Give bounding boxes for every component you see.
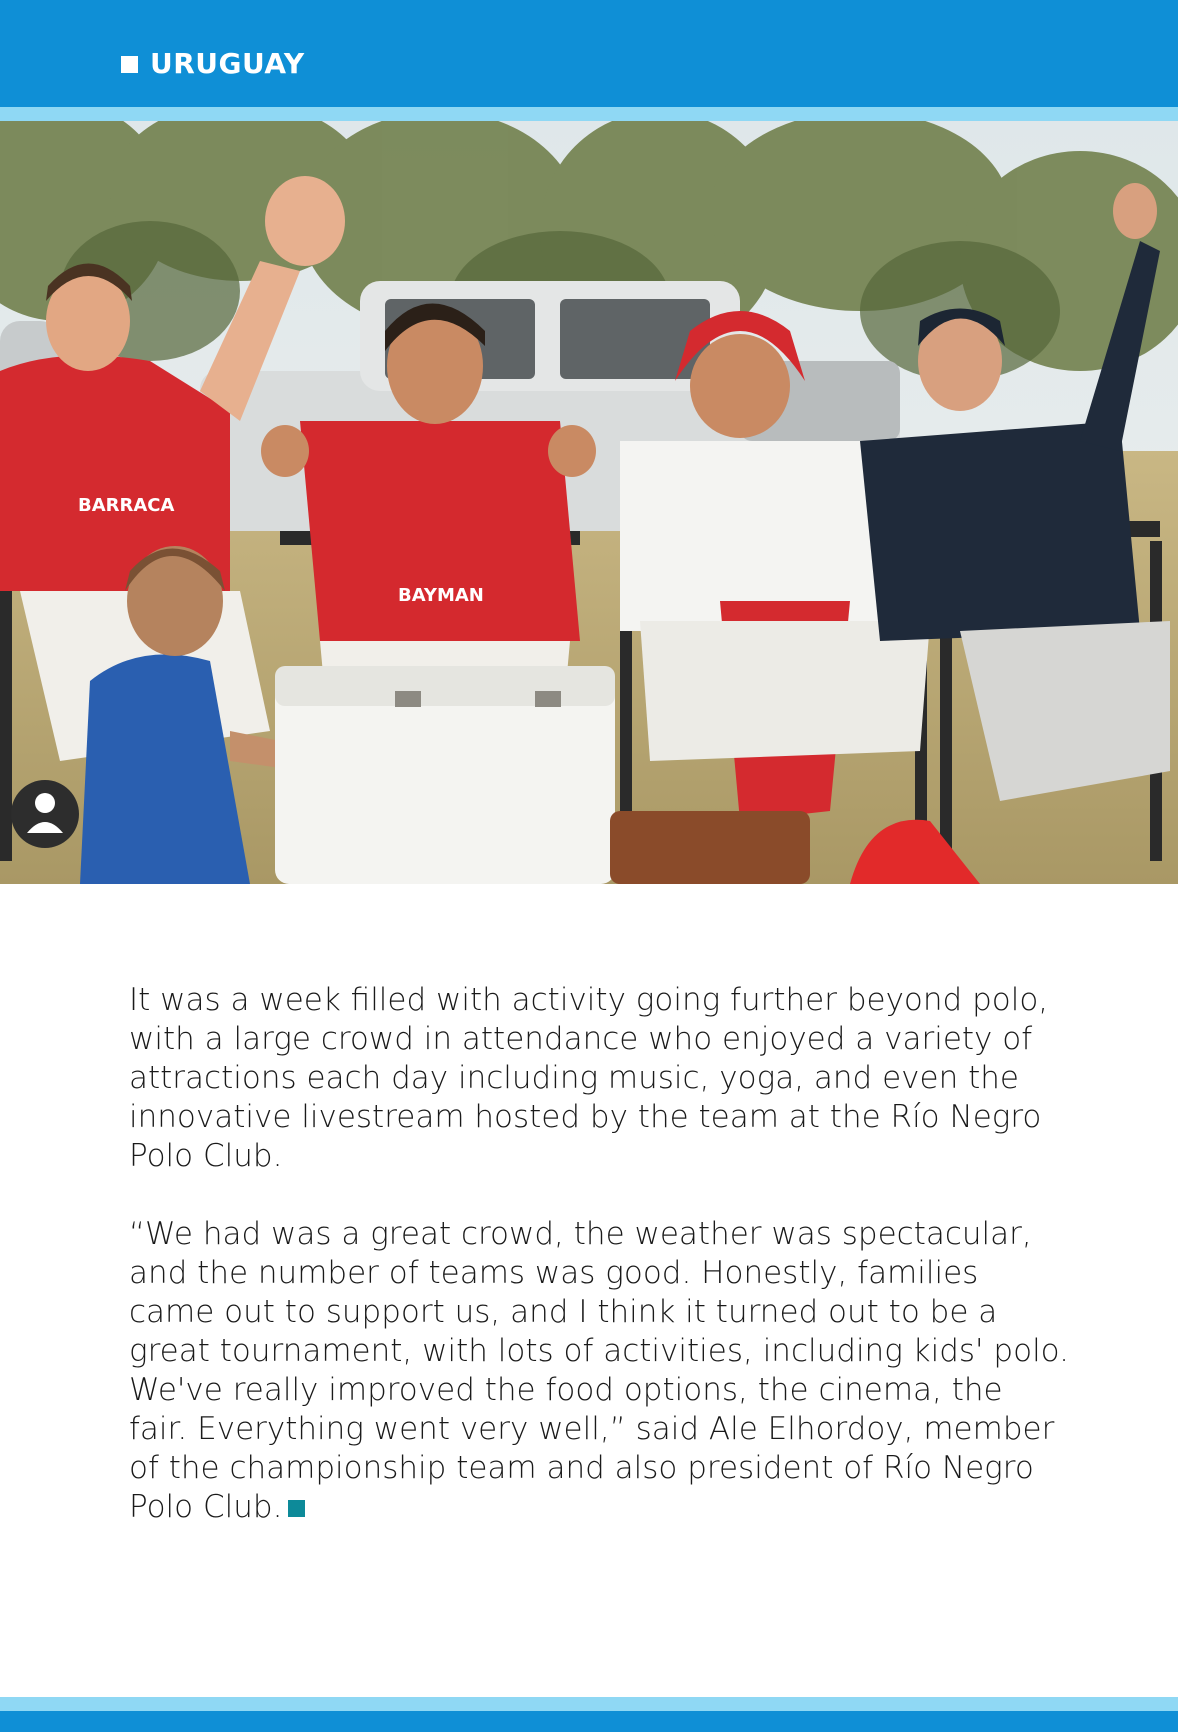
cooler [275, 666, 615, 884]
section-title: URUGUAY [150, 47, 305, 80]
footer-bar [0, 1711, 1178, 1732]
header-stripe [0, 107, 1178, 121]
article-body [129, 981, 1069, 1527]
end-mark-icon [288, 1500, 305, 1517]
article-paragraph-2-text: “We had was a great crowd, the weather was spectacular, and the number of teams was good. Honestly, families came out to support us, and I think it turned out to be a great tournament, with lots of activities, including kids' polo. We've really improved the food options, the cinema, the fair. Everything went very well,” said Ale Elhordoy, member of the championship team and also president of Río Negro Polo Club. [129, 1216, 1069, 1525]
team-photo [0, 121, 1178, 884]
article-paragraph-1: It was a week filled with activity going further beyond polo, with a large crowd in attendance who enjoyed a variety of attractions each day including music, yoga, and even the innovative livestream hosted by the team at the Río Negro Polo Club. [129, 982, 1049, 1174]
jersey-text-center: BAYMAN [398, 585, 484, 606]
footer-stripe [0, 1697, 1178, 1711]
article-paragraph-2 [129, 1215, 1069, 1527]
user-avatar-icon [11, 780, 79, 848]
jersey-text-left: BARRACA [78, 495, 175, 516]
section-label [121, 47, 305, 80]
section-square-icon [121, 56, 138, 73]
